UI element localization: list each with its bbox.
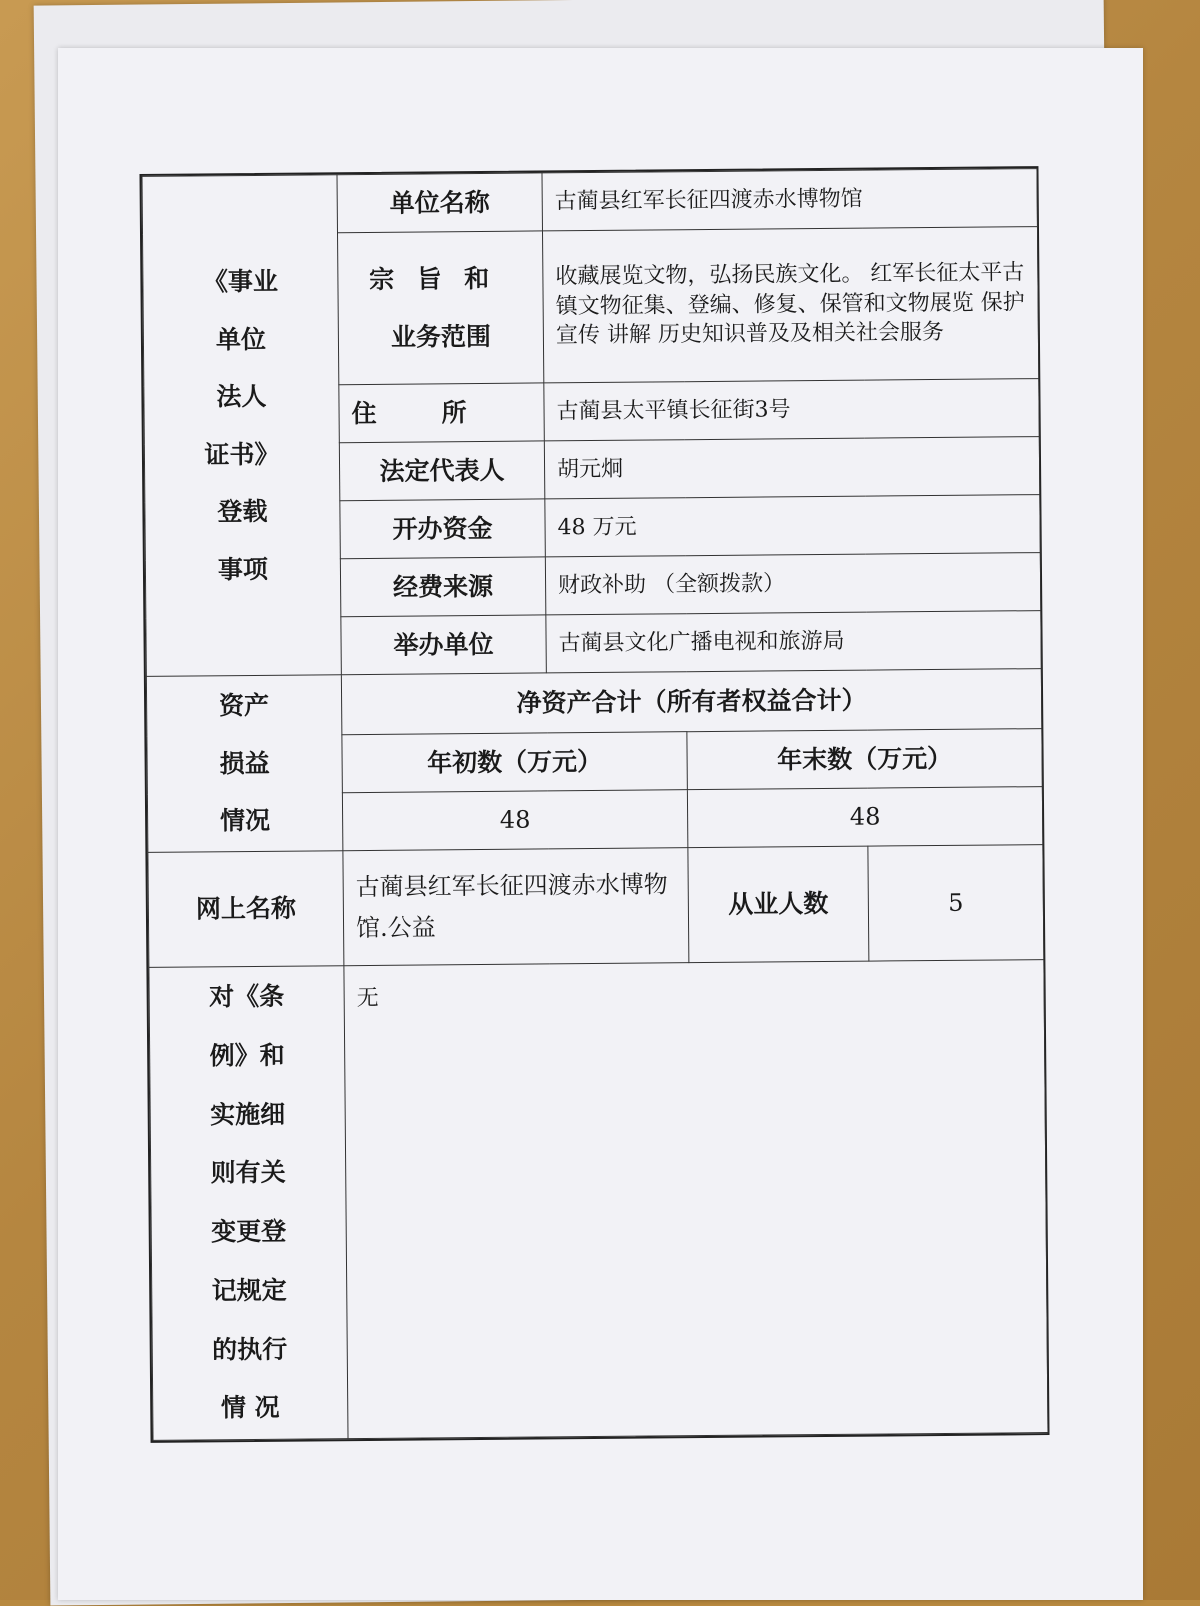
certificate-section-heading bbox=[142, 175, 341, 677]
heading-line: 证书》 bbox=[204, 439, 280, 469]
regulation-section-heading bbox=[149, 966, 348, 1441]
heading-line: 记规定 bbox=[211, 1275, 287, 1306]
heading-line: 法人 bbox=[216, 381, 267, 412]
legal-rep-label: 法定代表人 bbox=[339, 441, 544, 501]
heading-line: 登载 bbox=[217, 496, 268, 527]
regulation-value: 无 bbox=[344, 960, 1048, 1439]
assets-section-heading bbox=[146, 675, 343, 853]
heading-line: 的执行 bbox=[212, 1334, 288, 1364]
sponsor-value: 古蔺县文化广播电视和旅游局 bbox=[546, 611, 1042, 673]
end-of-year-value: 48 bbox=[687, 787, 1043, 848]
start-of-year-value: 48 bbox=[342, 790, 687, 851]
heading-line: 情 况 bbox=[220, 1393, 280, 1423]
legal-rep-value: 胡元炯 bbox=[544, 437, 1040, 499]
unit-name-value: 古蔺县红军长征四渡赤水博物馆 bbox=[542, 169, 1038, 231]
heading-line: 损益 bbox=[219, 748, 270, 779]
purpose-label-line-1: 宗旨和 bbox=[369, 263, 512, 294]
address-label: 住所 bbox=[339, 383, 544, 443]
heading-line: 事项 bbox=[217, 554, 269, 584]
heading-line: 对《条 bbox=[209, 981, 285, 1012]
unit-name-label: 单位名称 bbox=[337, 173, 542, 233]
funds-value: 48 万元 bbox=[545, 495, 1041, 557]
staff-count-label: 从业人数 bbox=[688, 846, 869, 963]
sponsor-label: 举办单位 bbox=[341, 615, 546, 675]
staff-count-value: 5 bbox=[868, 845, 1044, 962]
registration-form bbox=[139, 166, 1049, 1443]
purpose-value: 收藏展览文物，弘扬民族文化。 红军长征太平古镇文物征集、登编、修复、保管和文物展览 保护 宣传 讲解 历史知识普及及相关社会服务 bbox=[542, 227, 1038, 383]
heading-line: 《事业 bbox=[202, 266, 279, 297]
online-name-label: 网上名称 bbox=[148, 851, 344, 968]
online-name-value: 古蔺县红军长征四渡赤水博物馆.公益 bbox=[343, 848, 689, 966]
heading-line: 例》和 bbox=[209, 1040, 285, 1071]
end-of-year-label: 年末数（万元） bbox=[687, 729, 1043, 790]
funding-source-label: 经费来源 bbox=[340, 557, 545, 617]
heading-line: 变更登 bbox=[211, 1216, 287, 1247]
funding-source-value: 财政补助 （全额拨款） bbox=[545, 553, 1041, 615]
funds-label: 开办资金 bbox=[340, 499, 545, 559]
purpose-label-line-2: 业务范围 bbox=[390, 321, 492, 352]
net-assets-label: 净资产合计（所有者权益合计） bbox=[341, 669, 1042, 735]
start-of-year-label: 年初数（万元） bbox=[342, 732, 687, 793]
form-table bbox=[141, 168, 1048, 1441]
heading-line: 情况 bbox=[219, 806, 271, 836]
heading-line: 则有关 bbox=[210, 1157, 286, 1188]
address-value: 古蔺县太平镇长征街3号 bbox=[544, 379, 1040, 441]
heading-line: 单位 bbox=[215, 324, 267, 354]
heading-line: 资产 bbox=[218, 691, 270, 721]
heading-line: 实施细 bbox=[210, 1099, 286, 1129]
purpose-label bbox=[338, 231, 544, 385]
